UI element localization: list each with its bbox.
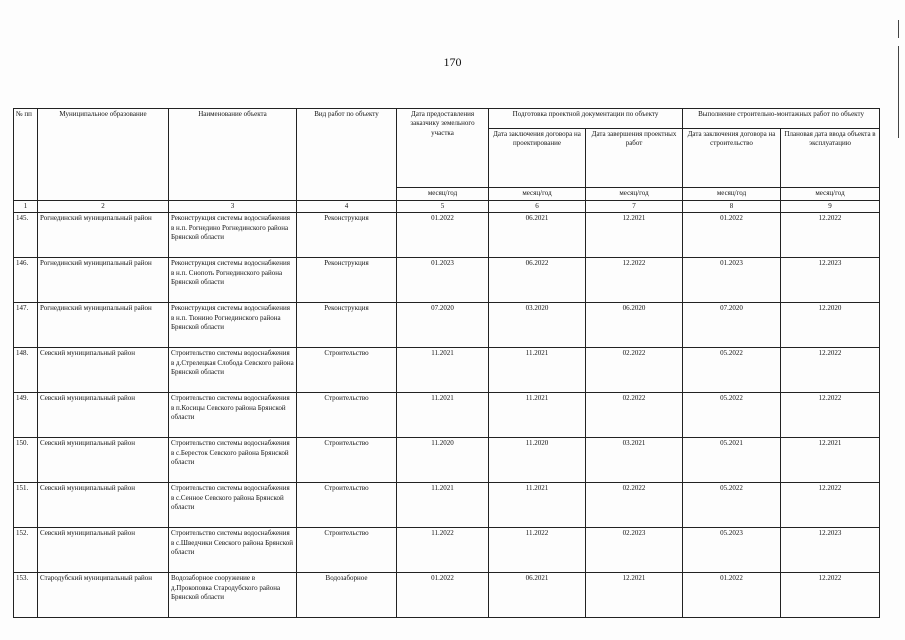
construction-contract-cell: 05.2023	[683, 528, 781, 573]
edge-mark	[898, 20, 899, 38]
construction-contract-cell: 01.2022	[683, 573, 781, 618]
planned-start-cell: 12.2023	[781, 528, 880, 573]
municipality-cell: Севский муниципальный район	[38, 393, 169, 438]
design-contract-cell: 06.2021	[489, 573, 586, 618]
land-date-cell: 11.2021	[397, 483, 489, 528]
row-number: 153.	[14, 573, 38, 618]
row-number: 145.	[14, 213, 38, 258]
page-number: 170	[443, 55, 462, 69]
column-number: 3	[169, 201, 297, 213]
design-contract-cell: 11.2021	[489, 393, 586, 438]
table-row	[14, 483, 880, 528]
unit-cell: месяц/год	[397, 188, 489, 201]
construction-contract-cell: 05.2022	[683, 393, 781, 438]
work-type-cell: Реконструкция	[297, 213, 397, 258]
row-number: 146.	[14, 258, 38, 303]
column-number: 9	[781, 201, 880, 213]
object-name-cell: Реконструкция системы водоснабжения в н.п. Рогнедино Рогнединского района Брянской области	[169, 213, 297, 258]
unit-cell: месяц/год	[683, 188, 781, 201]
work-type-cell: Строительство	[297, 393, 397, 438]
table-row	[14, 528, 880, 573]
construction-contract-cell: 07.2020	[683, 303, 781, 348]
work-type-cell: Водозаборное	[297, 573, 397, 618]
municipality-cell: Севский муниципальный район	[38, 348, 169, 393]
header-design-contract: Дата заключения договора на проектирование	[489, 129, 586, 188]
header-land-date: Дата предоставления заказчику земельного участка	[397, 109, 489, 188]
row-number: 150.	[14, 438, 38, 483]
table-row	[14, 573, 880, 618]
column-number: 1	[14, 201, 38, 213]
construction-contract-cell: 05.2022	[683, 483, 781, 528]
table-row	[14, 258, 880, 303]
object-name-cell: Строительство системы водоснабжения в д.Стрелецкая Слобода Севского района Брянской области	[169, 348, 297, 393]
work-type-cell: Строительство	[297, 348, 397, 393]
work-type-cell: Реконструкция	[297, 258, 397, 303]
land-date-cell: 11.2021	[397, 348, 489, 393]
design-done-cell: 06.2020	[586, 303, 683, 348]
design-contract-cell: 03.2020	[489, 303, 586, 348]
planned-start-cell: 12.2020	[781, 303, 880, 348]
table-row	[14, 213, 880, 258]
object-name-cell: Водозаборное сооружение в д.Прокоповка Стародубского района Брянской области	[169, 573, 297, 618]
land-date-cell: 07.2020	[397, 303, 489, 348]
municipality-cell: Севский муниципальный район	[38, 528, 169, 573]
design-done-cell: 02.2022	[586, 393, 683, 438]
column-number-row	[14, 201, 880, 213]
row-number: 149.	[14, 393, 38, 438]
land-date-cell: 01.2022	[397, 213, 489, 258]
object-name-cell: Строительство системы водоснабжения в с.Шведчики Севского района Брянской области	[169, 528, 297, 573]
header-planned-start: Плановая дата ввода объекта в эксплуатацию	[781, 129, 880, 188]
object-name-cell: Реконструкция системы водоснабжения в н.п. Снопоть Рогнединского района Брянской области	[169, 258, 297, 303]
work-type-cell: Строительство	[297, 483, 397, 528]
planned-start-cell: 12.2022	[781, 483, 880, 528]
design-done-cell: 03.2021	[586, 438, 683, 483]
object-name-cell: Строительство системы водоснабжения в с.Сенное Севского района Брянской области	[169, 483, 297, 528]
table-row	[14, 438, 880, 483]
design-contract-cell: 11.2021	[489, 348, 586, 393]
municipality-cell: Севский муниципальный район	[38, 438, 169, 483]
design-done-cell: 02.2022	[586, 348, 683, 393]
construction-contract-cell: 05.2021	[683, 438, 781, 483]
edge-mark	[898, 46, 899, 138]
design-contract-cell: 06.2022	[489, 258, 586, 303]
land-date-cell: 01.2023	[397, 258, 489, 303]
municipality-cell: Рогнединский муниципальный район	[38, 213, 169, 258]
municipality-cell: Стародубский муниципальный район	[38, 573, 169, 618]
land-date-cell: 11.2022	[397, 528, 489, 573]
header-design-done: Дата завершения проектных работ	[586, 129, 683, 188]
design-contract-cell: 06.2021	[489, 213, 586, 258]
design-contract-cell: 11.2020	[489, 438, 586, 483]
header-object-name: Наименование объекта	[169, 109, 297, 201]
design-contract-cell: 11.2021	[489, 483, 586, 528]
header-construction-contract: Дата заключения договора на строительство	[683, 129, 781, 188]
row-number: 148.	[14, 348, 38, 393]
object-name-cell: Реконструкция системы водоснабжения в н.п. Тюнино Рогнединского района Брянской области	[169, 303, 297, 348]
unit-cell: месяц/год	[781, 188, 880, 201]
land-date-cell: 01.2022	[397, 573, 489, 618]
municipality-cell: Рогнединский муниципальный район	[38, 303, 169, 348]
row-number: 152.	[14, 528, 38, 573]
design-done-cell: 02.2022	[586, 483, 683, 528]
work-type-cell: Строительство	[297, 528, 397, 573]
municipality-cell: Рогнединский муниципальный район	[38, 258, 169, 303]
land-date-cell: 11.2021	[397, 393, 489, 438]
unit-cell: месяц/год	[586, 188, 683, 201]
row-number: 147.	[14, 303, 38, 348]
construction-contract-cell: 01.2022	[683, 213, 781, 258]
data-table	[13, 108, 880, 618]
column-number: 7	[586, 201, 683, 213]
column-number: 4	[297, 201, 397, 213]
column-number: 6	[489, 201, 586, 213]
planned-start-cell: 12.2021	[781, 438, 880, 483]
planned-start-cell: 12.2022	[781, 573, 880, 618]
work-type-cell: Строительство	[297, 438, 397, 483]
design-done-cell: 12.2021	[586, 213, 683, 258]
municipality-cell: Севский муниципальный район	[38, 483, 169, 528]
header-design-group: Подготовка проектной документации по объекту	[489, 109, 683, 129]
header-row-no: № пп	[14, 109, 38, 201]
column-number: 8	[683, 201, 781, 213]
header-work-type: Вид работ по объекту	[297, 109, 397, 201]
column-number: 2	[38, 201, 169, 213]
work-type-cell: Реконструкция	[297, 303, 397, 348]
design-done-cell: 12.2021	[586, 573, 683, 618]
table-row	[14, 393, 880, 438]
construction-contract-cell: 01.2023	[683, 258, 781, 303]
object-name-cell: Строительство системы водоснабжения в п.Косицы Севского района Брянской области	[169, 393, 297, 438]
planned-start-cell: 12.2023	[781, 258, 880, 303]
header-municipality: Муниципальное образование	[38, 109, 169, 201]
planned-start-cell: 12.2022	[781, 213, 880, 258]
column-number: 5	[397, 201, 489, 213]
design-done-cell: 12.2022	[586, 258, 683, 303]
row-number: 151.	[14, 483, 38, 528]
table-row	[14, 303, 880, 348]
land-date-cell: 11.2020	[397, 438, 489, 483]
construction-contract-cell: 05.2022	[683, 348, 781, 393]
design-contract-cell: 11.2022	[489, 528, 586, 573]
design-done-cell: 02.2023	[586, 528, 683, 573]
table-row	[14, 348, 880, 393]
header-construction-group: Выполнение строительно-монтажных работ по объекту	[683, 109, 880, 129]
planned-start-cell: 12.2022	[781, 348, 880, 393]
object-name-cell: Строительство системы водоснабжения в с.Бересток Севского района Брянской области	[169, 438, 297, 483]
unit-cell: месяц/год	[489, 188, 586, 201]
planned-start-cell: 12.2022	[781, 393, 880, 438]
